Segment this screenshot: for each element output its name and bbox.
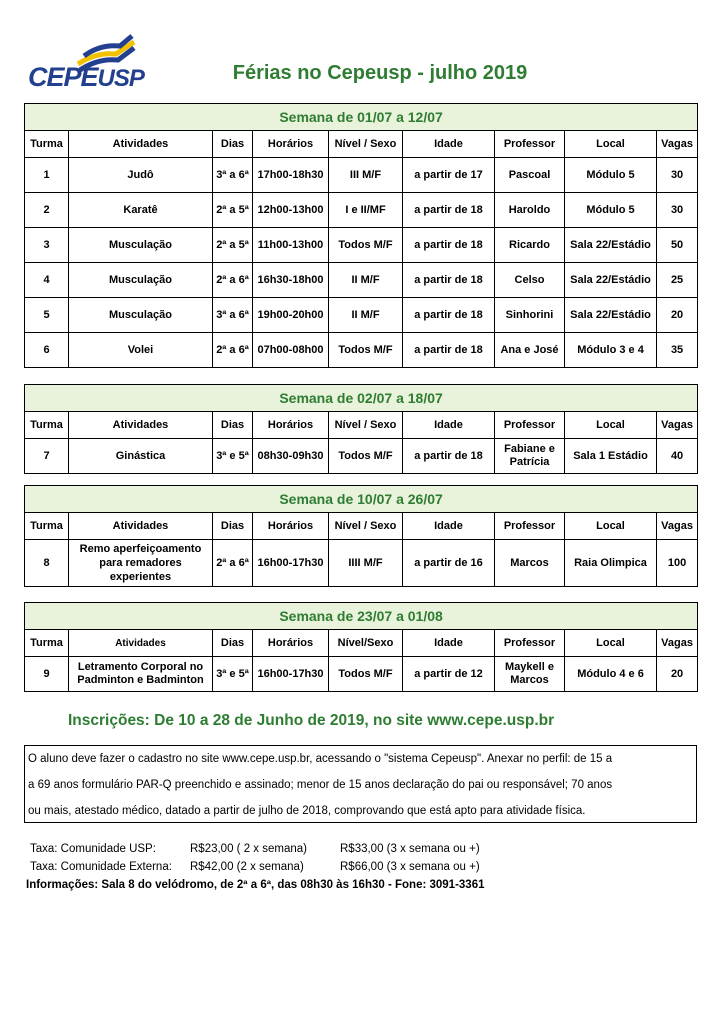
table-header-row xyxy=(25,412,698,439)
schedule-table-week-4 xyxy=(24,602,698,692)
cell-atividade: Judô xyxy=(69,158,213,193)
cell-nivel: Todos M/F xyxy=(329,333,403,368)
table-row xyxy=(25,228,698,263)
cell-atividade: Musculação xyxy=(69,228,213,263)
header-idade: Idade xyxy=(403,412,495,439)
cell-idade: a partir de 18 xyxy=(403,193,495,228)
header-turma: Turma xyxy=(25,412,69,439)
fee-row-externa xyxy=(30,858,480,876)
cell-vagas: 50 xyxy=(657,228,698,263)
week-title: Semana de 10/07 a 26/07 xyxy=(25,486,698,513)
header-dias: Dias xyxy=(213,630,253,657)
cell-nivel: II M/F xyxy=(329,263,403,298)
cell-dias: 2ª a 6ª xyxy=(213,333,253,368)
cell-turma: 4 xyxy=(25,263,69,298)
cell-dias: 3ª a 6ª xyxy=(213,298,253,333)
cell-dias: 3ª a 6ª xyxy=(213,158,253,193)
notice-line: a 69 anos formulário PAR-Q preenchido e assinado; menor de 15 anos declaração do pai ou responsável; 70 anos xyxy=(28,779,613,791)
header-idade: Idade xyxy=(403,630,495,657)
cell-nivel: III M/F xyxy=(329,158,403,193)
cell-dias: 2ª a 5ª xyxy=(213,228,253,263)
cell-horario: 12h00-13h00 xyxy=(253,193,329,228)
cell-dias: 3ª e 5ª xyxy=(213,657,253,692)
fee-three: R$66,00 (3 x semana ou +) xyxy=(340,861,480,873)
schedule-table-week-1 xyxy=(24,103,698,368)
table-row xyxy=(25,263,698,298)
contact-info: Informações: Sala 8 do velódromo, de 2ª a 6ª, das 08h30 às 16h30 - Fone: 3091-3361 xyxy=(26,879,485,891)
header-local: Local xyxy=(565,513,657,540)
header-nivel: Nível / Sexo xyxy=(329,131,403,158)
cell-nivel: I e II/MF xyxy=(329,193,403,228)
table-row xyxy=(25,158,698,193)
registration-info: Inscrições: De 10 a 28 de Junho de 2019, no site www.cepe.usp.br xyxy=(68,712,555,729)
cell-professor: Haroldo xyxy=(495,193,565,228)
schedule-table-week-3 xyxy=(24,485,698,587)
header-horarios: Horários xyxy=(253,412,329,439)
header-turma: Turma xyxy=(25,131,69,158)
cell-turma: 1 xyxy=(25,158,69,193)
header-vagas: Vagas xyxy=(657,412,698,439)
header-atividades: Atividades xyxy=(69,630,213,657)
table-row xyxy=(25,657,698,692)
cell-turma: 2 xyxy=(25,193,69,228)
cell-idade: a partir de 18 xyxy=(403,298,495,333)
cell-vagas: 35 xyxy=(657,333,698,368)
cell-horario: 19h00-20h00 xyxy=(253,298,329,333)
header-nivel: Nível / Sexo xyxy=(329,412,403,439)
cell-idade: a partir de 18 xyxy=(403,333,495,368)
header-atividades: Atividades xyxy=(69,131,213,158)
table-row xyxy=(25,193,698,228)
cell-local: Sala 22/Estádio xyxy=(565,263,657,298)
header-vagas: Vagas xyxy=(657,513,698,540)
cell-nivel: Todos M/F xyxy=(329,228,403,263)
header-nivel: Nível / Sexo xyxy=(329,513,403,540)
notice-line: O aluno deve fazer o cadastro no site www.cepe.usp.br, acessando o "sistema Cepeusp". Anexar no perfil: de 15 a xyxy=(28,753,613,765)
cell-horario: 07h00-08h00 xyxy=(253,333,329,368)
header-professor: Professor xyxy=(495,131,565,158)
header-dias: Dias xyxy=(213,131,253,158)
cell-local: Módulo 3 e 4 xyxy=(565,333,657,368)
cell-dias: 2ª a 6ª xyxy=(213,263,253,298)
header-professor: Professor xyxy=(495,412,565,439)
page-title: Férias no Cepeusp - julho 2019 xyxy=(232,62,528,84)
cell-idade: a partir de 12 xyxy=(403,657,495,692)
cell-turma: 7 xyxy=(25,439,69,474)
cell-local: Sala 22/Estádio xyxy=(565,298,657,333)
cell-local: Módulo 5 xyxy=(565,158,657,193)
cell-vagas: 40 xyxy=(657,439,698,474)
cell-turma: 9 xyxy=(25,657,69,692)
header-local: Local xyxy=(565,412,657,439)
header-horarios: Horários xyxy=(253,630,329,657)
cell-atividade: Musculação xyxy=(69,298,213,333)
cell-vagas: 100 xyxy=(657,540,698,587)
fee-row-usp xyxy=(30,840,480,858)
fee-label: Taxa: Comunidade USP: xyxy=(30,843,156,855)
cell-nivel: II M/F xyxy=(329,298,403,333)
cell-atividade: Karatê xyxy=(69,193,213,228)
cell-turma: 6 xyxy=(25,333,69,368)
cell-vagas: 30 xyxy=(657,158,698,193)
cell-horario: 11h00-13h00 xyxy=(253,228,329,263)
fee-label: Taxa: Comunidade Externa: xyxy=(30,861,172,873)
cell-horario: 16h00-17h30 xyxy=(253,540,329,587)
header-idade: Idade xyxy=(403,513,495,540)
table-row xyxy=(25,298,698,333)
cell-professor: Marcos xyxy=(495,540,565,587)
cell-local: Módulo 4 e 6 xyxy=(565,657,657,692)
cell-horario: 16h00-17h30 xyxy=(253,657,329,692)
notice-line: ou mais, atestado médico, datado a partir de julho de 2018, comprovando que está apto para atividade física. xyxy=(28,805,586,817)
table-row xyxy=(25,333,698,368)
cell-idade: a partir de 18 xyxy=(403,228,495,263)
table-header-row xyxy=(25,630,698,657)
cell-local: Raia Olimpica xyxy=(565,540,657,587)
week-title: Semana de 23/07 a 01/08 xyxy=(25,603,698,630)
cell-vagas: 25 xyxy=(657,263,698,298)
header-atividades: Atividades xyxy=(69,412,213,439)
cell-turma: 8 xyxy=(25,540,69,587)
cell-professor: Ana e José xyxy=(495,333,565,368)
header-professor: Professor xyxy=(495,630,565,657)
cell-vagas: 30 xyxy=(657,193,698,228)
cell-vagas: 20 xyxy=(657,298,698,333)
header-idade: Idade xyxy=(403,131,495,158)
cell-nivel: Todos M/F xyxy=(329,657,403,692)
table-row xyxy=(25,540,698,587)
header-atividades: Atividades xyxy=(69,513,213,540)
logo-text: CEPEUSP xyxy=(28,62,144,92)
cell-atividade: Volei xyxy=(69,333,213,368)
cell-professor: Maykell e Marcos xyxy=(495,657,565,692)
header-local: Local xyxy=(565,131,657,158)
schedule-table-week-2 xyxy=(24,384,698,474)
header-nivel: Nível/Sexo xyxy=(329,630,403,657)
header-dias: Dias xyxy=(213,513,253,540)
cell-atividade: Remo aperfeiçoamento para remadores experientes xyxy=(69,540,213,587)
header-local: Local xyxy=(565,630,657,657)
header-professor: Professor xyxy=(495,513,565,540)
cell-atividade: Letramento Corporal no Padminton e Badminton xyxy=(69,657,213,692)
header-vagas: Vagas xyxy=(657,630,698,657)
cell-dias: 2ª a 6ª xyxy=(213,540,253,587)
week-title: Semana de 01/07 a 12/07 xyxy=(25,104,698,131)
cell-horario: 16h30-18h00 xyxy=(253,263,329,298)
cell-horario: 08h30-09h30 xyxy=(253,439,329,474)
cell-atividade: Ginástica xyxy=(69,439,213,474)
cell-idade: a partir de 18 xyxy=(403,263,495,298)
cell-nivel: IIII M/F xyxy=(329,540,403,587)
cell-professor: Pascoal xyxy=(495,158,565,193)
header-dias: Dias xyxy=(213,412,253,439)
header-turma: Turma xyxy=(25,630,69,657)
cell-turma: 3 xyxy=(25,228,69,263)
week-title: Semana de 02/07 a 18/07 xyxy=(25,385,698,412)
fees-block xyxy=(30,840,480,876)
cell-local: Módulo 5 xyxy=(565,193,657,228)
cell-horario: 17h00-18h30 xyxy=(253,158,329,193)
header-vagas: Vagas xyxy=(657,131,698,158)
cell-local: Sala 22/Estádio xyxy=(565,228,657,263)
cell-professor: Sinhorini xyxy=(495,298,565,333)
cell-dias: 3ª e 5ª xyxy=(213,439,253,474)
fee-three: R$33,00 (3 x semana ou +) xyxy=(340,843,480,855)
cepeusp-logo xyxy=(28,34,144,94)
cell-idade: a partir de 16 xyxy=(403,540,495,587)
cell-idade: a partir de 17 xyxy=(403,158,495,193)
cell-professor: Fabiane e Patrícia xyxy=(495,439,565,474)
cell-nivel: Todos M/F xyxy=(329,439,403,474)
table-row xyxy=(25,439,698,474)
cell-turma: 5 xyxy=(25,298,69,333)
cell-dias: 2ª a 5ª xyxy=(213,193,253,228)
cell-vagas: 20 xyxy=(657,657,698,692)
table-header-row xyxy=(25,513,698,540)
header-turma: Turma xyxy=(25,513,69,540)
cell-professor: Celso xyxy=(495,263,565,298)
header-horarios: Horários xyxy=(253,513,329,540)
fee-two: R$42,00 (2 x semana) xyxy=(190,861,304,873)
header-horarios: Horários xyxy=(253,131,329,158)
cell-local: Sala 1 Estádio xyxy=(565,439,657,474)
notice-box xyxy=(24,745,697,823)
cell-professor: Ricardo xyxy=(495,228,565,263)
table-header-row xyxy=(25,131,698,158)
cell-atividade: Musculação xyxy=(69,263,213,298)
cell-idade: a partir de 18 xyxy=(403,439,495,474)
fee-two: R$23,00 ( 2 x semana) xyxy=(190,843,307,855)
